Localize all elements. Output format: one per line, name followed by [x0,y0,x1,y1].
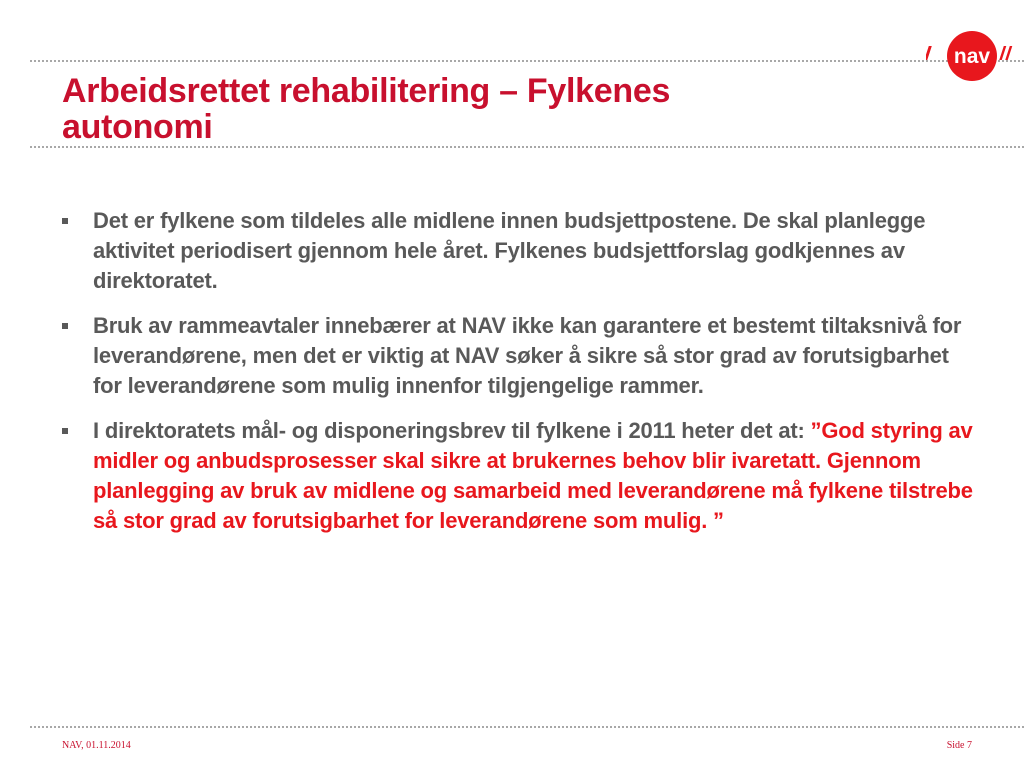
logo-right-slash-2 [1005,46,1012,60]
square-bullet-icon [62,428,68,434]
logo-wordmark: nav [953,45,991,68]
footer-date: NAV, 01.11.2014 [62,740,131,751]
bullet-list [62,206,982,551]
title-divider [30,146,1024,148]
nav-logo-graphic [926,30,1016,84]
bullet-text-1: Det er fylkene som tildeles alle midlene innen budsjettpostene. De skal planlegge aktivitet periodisert gjennom hele året. Fylkenes budsjettforslag godkjennes av direktoratet. [93,208,926,293]
quote-text: ”God styring av midler og anbudsprosesser skal sikre at brukernes behov blir ivaretatt. Gjennom planlegging av bruk av midlene og samarbeid med leverandørene må fylkene tilstrebe så stor grad av forutsigbarhet for leverandørene som mulig. ” [93,418,973,533]
nav-logo [926,30,1016,84]
bullet-item-1 [62,206,982,296]
slide-title-line-2: autonomi [62,108,213,146]
square-bullet-icon [62,218,68,224]
slide-title-line-1: Arbeidsrettet rehabilitering – Fylkenes [62,72,671,110]
bullet-item-3 [62,416,982,536]
logo-right-slash-1 [999,46,1006,60]
footer-divider [30,726,1024,728]
bullet-text-2: Bruk av rammeavtaler innebærer at NAV ikke kan garantere et bestemt tiltaksnivå for leverandørene, men det er viktig at NAV søker å sikre så stor grad av forutsigbarhet for leverandørene som mulig innenfor tilgjengelige rammer. [93,313,962,398]
page-number: Side 7 [946,740,972,751]
logo-left-slash [926,46,932,60]
bullet-item-2 [62,311,982,401]
square-bullet-icon [62,323,68,329]
bullet-text-3: I direktoratets mål- og disponeringsbrev til fylkene i 2011 heter det at: [93,418,811,443]
top-divider [30,60,1024,62]
slide-title [62,73,882,145]
